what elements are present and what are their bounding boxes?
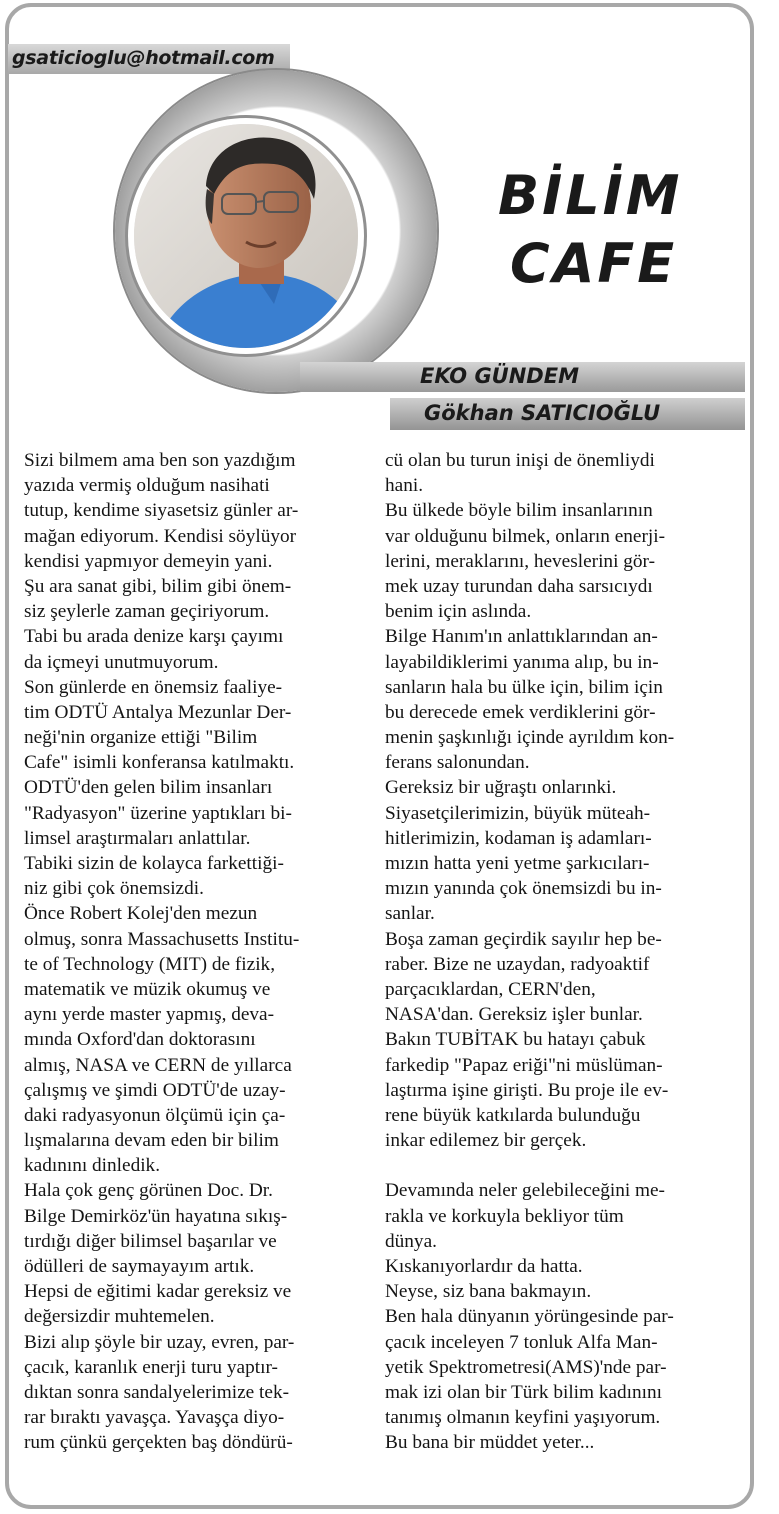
article-line: bu derecede emek verdiklerini gör-: [385, 701, 656, 723]
article-line: ödülleri de saymayayım artık.: [24, 1256, 255, 1277]
article-line: matematik ve müzik okumuş ve: [24, 978, 271, 1000]
article-line: daki radyasyonun ölçümü için ça-: [24, 1104, 286, 1126]
article-line: lerini, meraklarını, heveslerini gör-: [385, 550, 655, 572]
article-line: rene büyük katkılarda bulunduğu: [385, 1104, 641, 1126]
article-line: benim için aslında.: [385, 601, 532, 623]
article-line: limsel araştırmaları anlattılar.: [24, 827, 251, 849]
article-line: mak izi olan bir Türk bilim kadınını: [385, 1381, 663, 1403]
article-line: hitlerimizin, kodaman iş adamları-: [385, 827, 652, 849]
article-line: rakla ve korkuyla bekliyor tüm: [385, 1205, 624, 1227]
article-line: Hala çok genç görünen Doc. Dr.: [24, 1180, 273, 1202]
article-line: parçacıklardan, CERN'den,: [385, 978, 596, 1000]
article-line: dünya.: [385, 1230, 437, 1252]
article-line: rum çünkü gerçekten baş döndürü-: [24, 1432, 293, 1454]
article-line: inkar edilemez bir gerçek.: [385, 1130, 587, 1152]
paragraph-gap: [385, 1153, 737, 1178]
article-line: tanımış olmanın keyfini yaşıyorum.: [385, 1407, 661, 1429]
article-line: Neyse, siz bana bakmayın.: [385, 1281, 592, 1303]
article-line: Bu ülkede böyle bilim insanlarının: [385, 500, 653, 522]
article-line: dıktan sonra sandalyelerimize tek-: [24, 1381, 290, 1403]
article-line: olmuş, sonra Massachusetts Institu-: [24, 928, 300, 950]
article-line: da içmeyi unutmuyorum.: [24, 651, 219, 673]
article-line: layabildiklerimi yanıma alıp, bu in-: [385, 651, 659, 673]
article-line: kendisi yapmıyor demeyin yani.: [24, 550, 273, 572]
article-line: sanlar.: [385, 903, 435, 925]
article-line: çalışmış ve şimdi ODTÜ'de uzay-: [24, 1079, 286, 1101]
article-line: aynı yerde master yapmış, deva-: [24, 1004, 275, 1026]
article-line: Gereksiz bir uğraştı onlarınki.: [385, 777, 617, 799]
article-line: "Radyasyon" üzerine yaptıkları bi-: [24, 802, 292, 824]
article-line: Devamında neler gelebileceğini me-: [385, 1180, 665, 1202]
article-line: Boşa zaman geçirdik sayılır hep be-: [385, 928, 662, 950]
article-line: sanların hala bu ülke için, bilim için: [385, 676, 663, 698]
article-line: NASA'dan. Gereksiz işler bunlar.: [385, 1004, 643, 1026]
article-line: Bakın TUBİTAK bu hatayı çabuk: [385, 1029, 646, 1051]
article-line: laştırma işine girişti. Bu proje ile ev-: [385, 1079, 669, 1101]
article-line: Önce Robert Kolej'den mezun: [24, 903, 258, 925]
article-line: neği'nin organize ettiği "Bilim: [24, 727, 258, 749]
article-line: çacık inceleyen 7 tonluk Alfa Man-: [385, 1331, 658, 1353]
article-line: Şu ara sanat gibi, bilim gibi önem-: [24, 575, 292, 597]
article-line: lışmalarına devam eden bir bilim: [24, 1130, 279, 1152]
article-line: mızın hatta yeni yetme şarkıcıları-: [385, 853, 650, 874]
article-line: tim ODTÜ Antalya Mezunlar Der-: [24, 701, 292, 723]
article-line: yazıda vermiş olduğum nasihati: [24, 475, 270, 497]
article-line: Tabiki sizin de kolayca farkettiği-: [24, 853, 284, 874]
author-photo: [134, 124, 358, 348]
article-line: hani.: [385, 475, 424, 497]
article-line: tırdığı diğer bilimsel başarılar ve: [24, 1230, 277, 1252]
article-line: yetik Spektrometresi(AMS)'nde par-: [385, 1356, 667, 1378]
article-line: Bu bana bir müddet yeter...: [385, 1432, 595, 1454]
article-line: mında Oxford'dan doktorasını: [24, 1029, 256, 1051]
article-column-left: [24, 448, 376, 1456]
column-title-line1: BİLİM: [498, 164, 683, 227]
article-line: Bilge Demirköz'ün hayatına sıkış-: [24, 1205, 288, 1227]
author-portrait-illustration: [134, 124, 358, 348]
article-line: Hepsi de eğitimi kadar gereksiz ve: [24, 1281, 292, 1303]
article-line: Bizi alıp şöyle bir uzay, evren, par-: [24, 1331, 295, 1353]
article-line: kadınını dinledik.: [24, 1155, 161, 1177]
article-line: var olduğunu bilmek, onların enerji-: [385, 525, 666, 547]
article-line: Siyasetçilerimizin, büyük müteah-: [385, 802, 651, 824]
article-line: ODTÜ'den gelen bilim insanları: [24, 777, 273, 799]
article-line: Cafe" isimli konferansa katılmaktı.: [24, 752, 295, 774]
article-line: menin şaşkınlığı içinde ayrıldım kon-: [385, 727, 675, 749]
author-name: Gökhan SATICIOĞLU: [424, 401, 661, 425]
article-line: Bilge Hanım'ın anlattıklarından an-: [385, 626, 658, 648]
article-line: Kıskanıyorlardır da hatta.: [385, 1256, 583, 1277]
article-line: te of Technology (MIT) de fizik,: [24, 953, 276, 975]
article-line: ferans salonundan.: [385, 752, 530, 774]
article-line: Tabi bu arada denize karşı çayımı: [24, 626, 284, 648]
article-column-right: [385, 448, 737, 1456]
article-line: mek uzay turundan daha sarsıcıydı: [385, 575, 653, 597]
author-email[interactable]: gsaticioglu@hotmail.com: [12, 47, 275, 69]
article-line: tutup, kendime siyasetsiz günler ar-: [24, 500, 299, 522]
article-line: almış, NASA ve CERN de yıllarca: [24, 1054, 292, 1076]
article-line: Ben hala dünyanın yörüngesinde par-: [385, 1306, 674, 1328]
article-line: Son günlerde en önemsiz faaliye-: [24, 676, 283, 698]
column-title-line2: CAFE: [510, 232, 678, 295]
article-line: Sizi bilmem ama ben son yazdığım: [24, 450, 296, 471]
article-line: raber. Bize ne uzaydan, radyoaktif: [385, 953, 650, 975]
article-line: farkedip "Papaz eriği"ni müslüman-: [385, 1054, 663, 1076]
article-line: değersizdir muhtemelen.: [24, 1306, 215, 1328]
article-line: niz gibi çok önemsizdi.: [24, 878, 204, 900]
article-line: mızın yanında çok önemsizdi bu in-: [385, 878, 662, 900]
article-line: siz şeylerle zaman geçiriyorum.: [24, 601, 270, 623]
article-line: cü olan bu turun inişi de önemliydi: [385, 450, 655, 471]
article-line: çacık, karanlık enerji turu yaptır-: [24, 1356, 278, 1378]
article-line: rar bıraktı yavaşça. Yavaşça diyo-: [24, 1407, 285, 1429]
section-name: EKO GÜNDEM: [420, 364, 579, 388]
article-line: mağan ediyorum. Kendisi söylüyor: [24, 525, 297, 547]
